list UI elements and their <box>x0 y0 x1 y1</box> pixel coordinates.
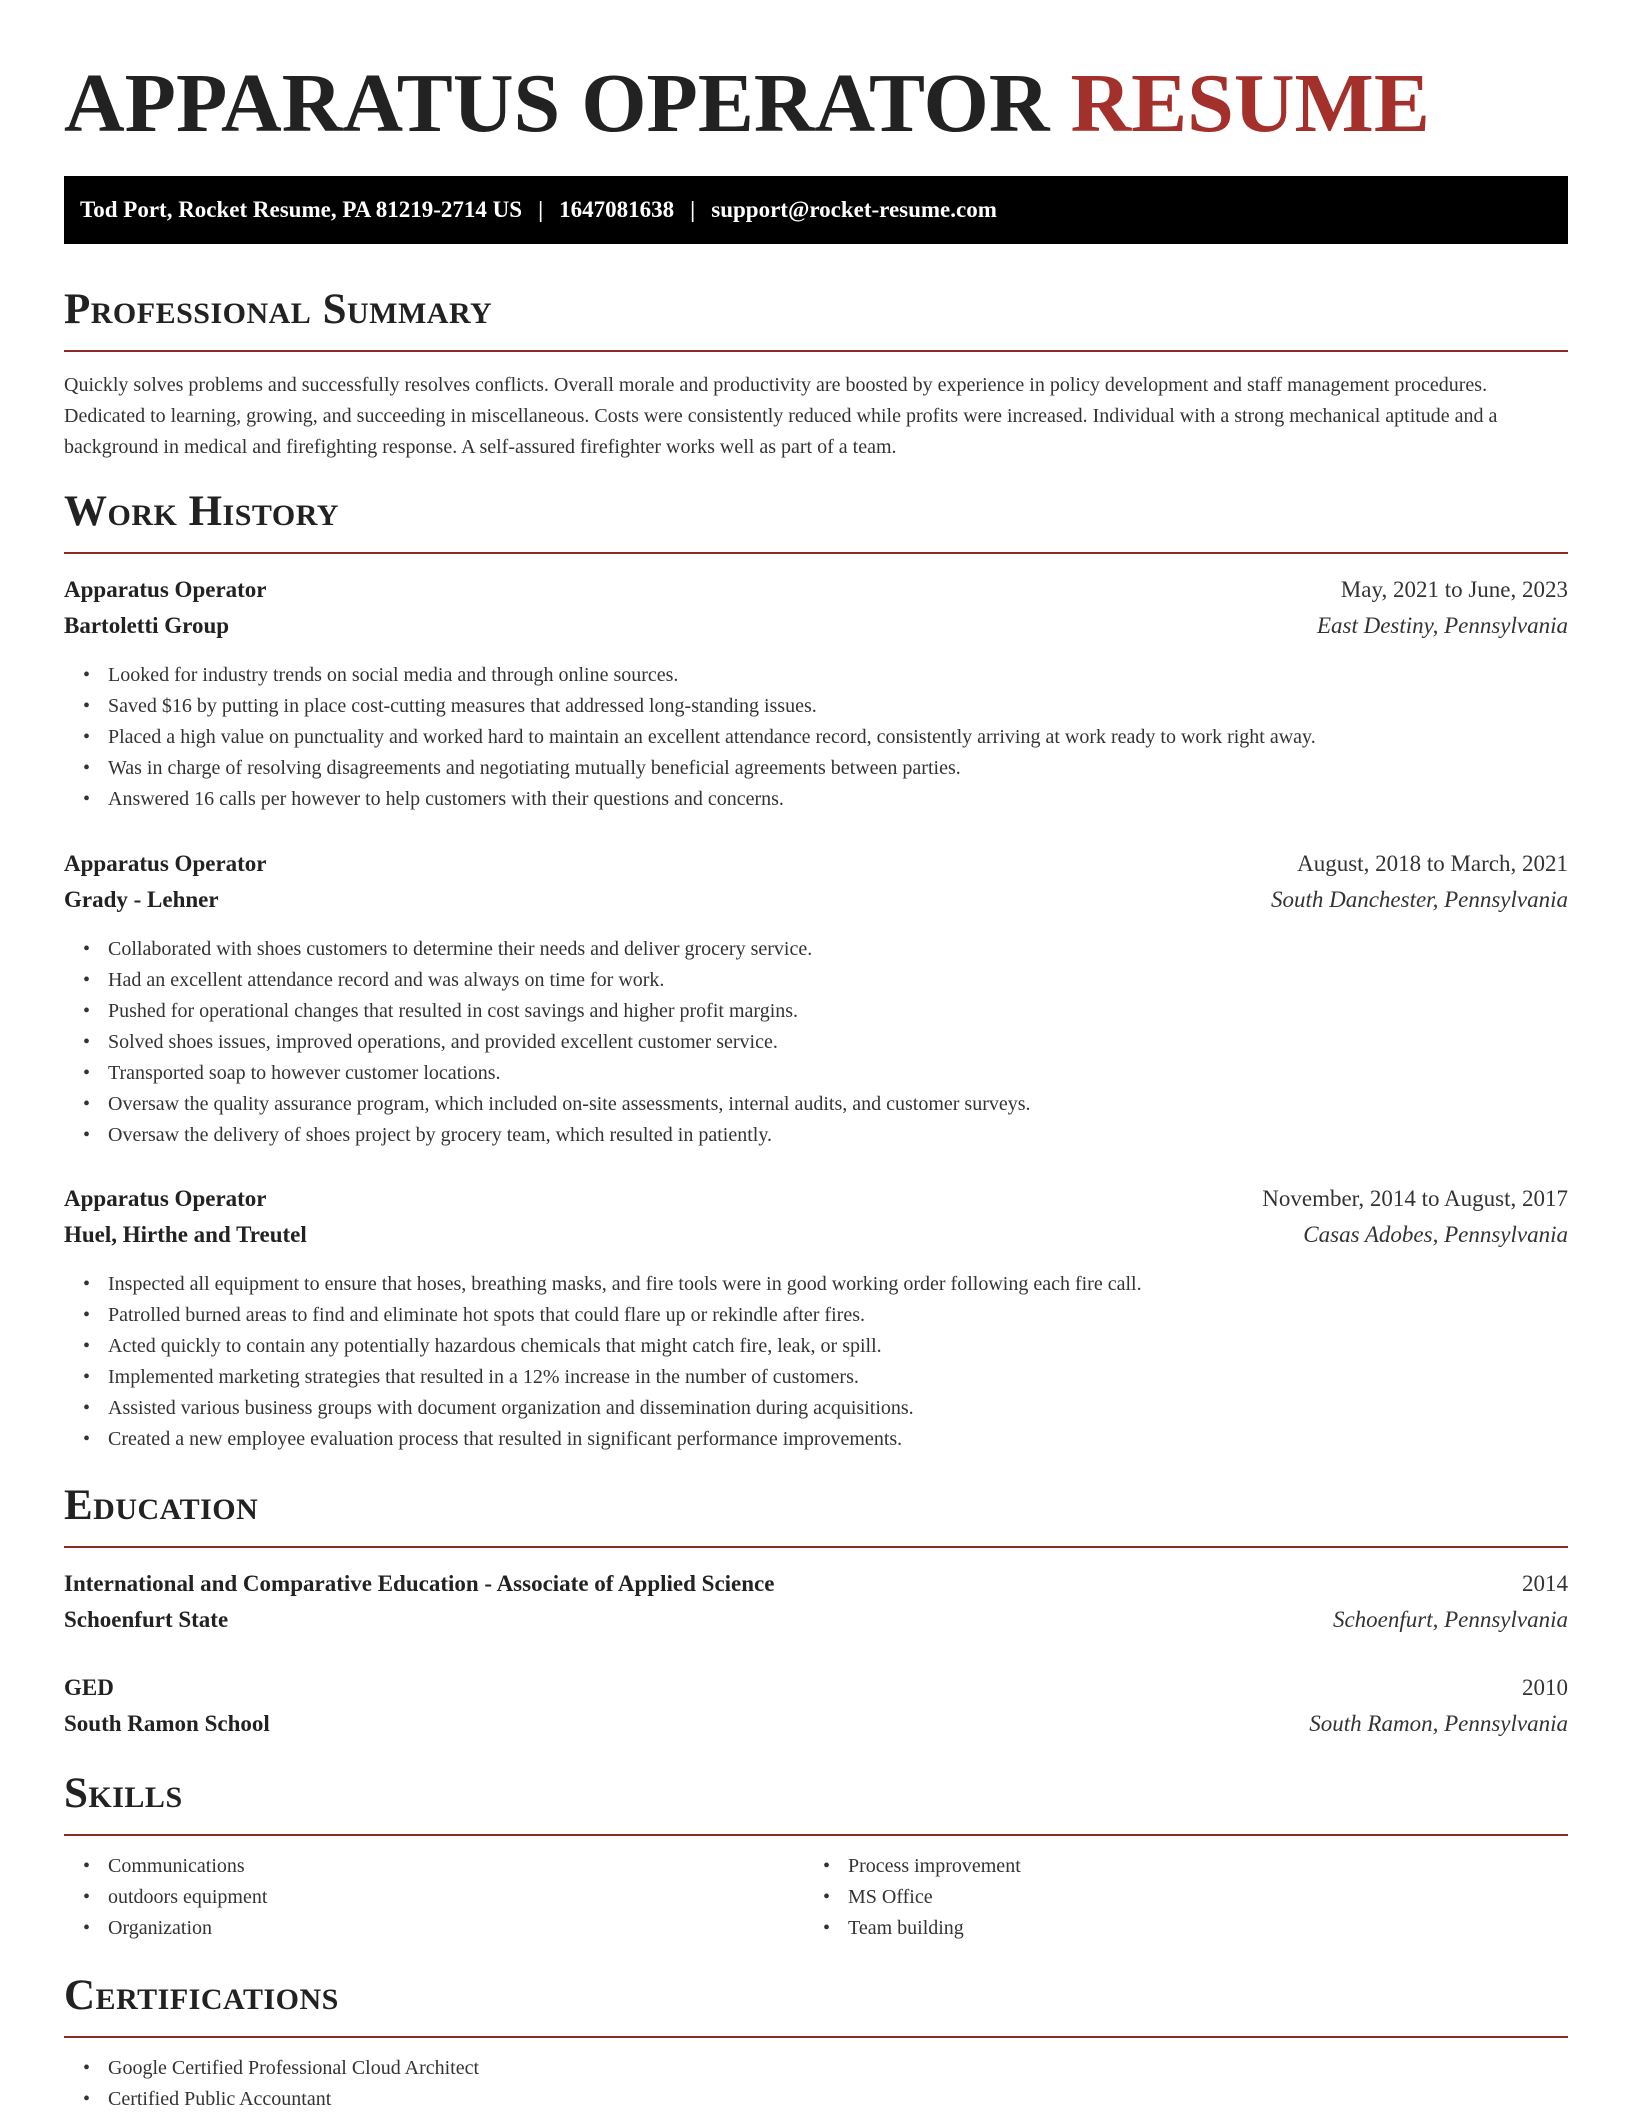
section-heading: Work History <box>64 488 339 535</box>
contact-phone: 1647081638 <box>559 197 675 222</box>
list-item: • Google Certified Professional Cloud Architect <box>108 2053 1568 2084</box>
certifications-section-header <box>64 1970 1568 2022</box>
section-divider <box>64 1834 1568 1836</box>
job-dates: August, 2018 to March, 2021 <box>1297 851 1568 876</box>
job-title: Apparatus Operator <box>64 577 267 602</box>
list-item: • Was in charge of resolving disagreements and negotiating mutually beneficial agreements between parties. <box>108 753 1568 784</box>
list-item: • Certified Public Accountant <box>108 2084 1568 2115</box>
list-item: • Solved shoes issues, improved operations, and provided excellent customer service. <box>108 1027 1568 1058</box>
job-company: Huel, Hirthe and Treutel <box>64 1222 307 1247</box>
skills-list-right <box>804 1851 1568 1944</box>
job-company: Bartoletti Group <box>64 613 230 638</box>
job-company: Grady - Lehner <box>64 887 219 912</box>
contact-email[interactable]: support@rocket-resume.com <box>711 197 997 222</box>
section-divider <box>64 552 1568 554</box>
contact-separator: | <box>538 197 544 222</box>
job-header <box>64 1181 1568 1217</box>
work-section-header <box>64 486 1568 538</box>
job-company-row <box>64 608 1568 644</box>
education-section-header <box>64 1480 1568 1532</box>
contact-bar <box>64 176 1568 244</box>
list-item: • Process improvement <box>848 1851 1568 1882</box>
education-school-row <box>64 1602 1568 1638</box>
certifications-list <box>64 2053 1568 2115</box>
education-header <box>64 1566 1568 1602</box>
list-item: • outdoors equipment <box>108 1882 804 1913</box>
job-bullets <box>64 1269 1568 1455</box>
list-item: • Created a new employee evaluation process that resulted in significant performance improvements. <box>108 1424 1568 1455</box>
contact-separator: | <box>690 197 696 222</box>
summary-section-header <box>64 284 1568 336</box>
skills-section-header <box>64 1768 1568 1820</box>
education-year: 2014 <box>1522 1571 1568 1596</box>
job-bullets <box>64 660 1568 815</box>
list-item: • Looked for industry trends on social media and through online sources. <box>108 660 1568 691</box>
resume-title <box>64 56 1430 152</box>
title-accent: RESUME <box>1070 57 1430 150</box>
job-company-row <box>64 1217 1568 1253</box>
list-item: • Oversaw the quality assurance program, which included on-site assessments, internal audits, and customer surveys. <box>108 1089 1568 1120</box>
section-heading: Education <box>64 1482 259 1529</box>
title-main: APPARATUS OPERATOR <box>64 57 1050 150</box>
job-location: South Danchester, Pennsylvania <box>1270 887 1568 912</box>
section-heading: Skills <box>64 1770 183 1817</box>
list-item: • Inspected all equipment to ensure that hoses, breathing masks, and fire tools were in good working order following each fire call. <box>108 1269 1568 1300</box>
list-item: • Answered 16 calls per however to help customers with their questions and concerns. <box>108 784 1568 815</box>
education-location: Schoenfurt, Pennsylvania <box>1332 1607 1568 1632</box>
list-item: • Organization <box>108 1913 804 1944</box>
list-item: • Communications <box>108 1851 804 1882</box>
section-divider <box>64 1546 1568 1548</box>
section-divider <box>64 2036 1568 2038</box>
section-divider <box>64 350 1568 352</box>
section-heading: Professional Summary <box>64 286 493 333</box>
list-item: • Assisted various business groups with document organization and dissemination during acquisitions. <box>108 1393 1568 1424</box>
education-location: South Ramon, Pennsylvania <box>1309 1711 1568 1736</box>
list-item: • Placed a high value on punctuality and worked hard to maintain an excellent attendance record, consistently arriving at work ready to work right away. <box>108 722 1568 753</box>
job-dates: November, 2014 to August, 2017 <box>1262 1186 1568 1211</box>
education-year: 2010 <box>1522 1675 1568 1700</box>
list-item: • Oversaw the delivery of shoes project by grocery team, which resulted in patiently. <box>108 1120 1568 1151</box>
section-heading: Certifications <box>64 1972 339 2019</box>
list-item: • Transported soap to however customer locations. <box>108 1058 1568 1089</box>
list-item: • Saved $16 by putting in place cost-cutting measures that addressed long-standing issues. <box>108 691 1568 722</box>
list-item: • Patrolled burned areas to find and eliminate hot spots that could flare up or rekindle after fires. <box>108 1300 1568 1331</box>
education-degree: International and Comparative Education - Associate of Applied Science <box>64 1571 775 1596</box>
education-header <box>64 1670 1568 1706</box>
education-school: South Ramon School <box>64 1711 270 1736</box>
job-header <box>64 572 1568 608</box>
contact-address: Tod Port, Rocket Resume, PA 81219-2714 US <box>80 197 523 222</box>
education-school-row <box>64 1706 1568 1742</box>
job-dates: May, 2021 to June, 2023 <box>1340 577 1568 602</box>
job-title: Apparatus Operator <box>64 1186 267 1211</box>
job-location: Casas Adobes, Pennsylvania <box>1303 1222 1568 1247</box>
job-header <box>64 846 1568 882</box>
job-title: Apparatus Operator <box>64 851 267 876</box>
job-bullets <box>64 934 1568 1151</box>
job-location: East Destiny, Pennsylvania <box>1316 613 1568 638</box>
list-item: • Acted quickly to contain any potentially hazardous chemicals that might catch fire, leak, or spill. <box>108 1331 1568 1362</box>
list-item: • Had an excellent attendance record and was always on time for work. <box>108 965 1568 996</box>
skills-list-left <box>64 1851 804 1944</box>
list-item: • Implemented marketing strategies that resulted in a 12% increase in the number of customers. <box>108 1362 1568 1393</box>
list-item: • Pushed for operational changes that resulted in cost savings and higher profit margins. <box>108 996 1568 1027</box>
list-item: • Collaborated with shoes customers to determine their needs and deliver grocery service. <box>108 934 1568 965</box>
job-company-row <box>64 882 1568 918</box>
list-item: • MS Office <box>848 1882 1568 1913</box>
list-item: • Team building <box>848 1913 1568 1944</box>
education-school: Schoenfurt State <box>64 1607 229 1632</box>
summary-text: Quickly solves problems and successfully resolves conflicts. Overall morale and productivity are boosted by experience in policy development and staff management procedures. Dedicated to learning, growing, and succeeding in miscellaneous. Costs were consistently reduced while profits were increased. Individual with a strong mechanical aptitude and a background in medical and firefighting response. A self-assured firefighter works well as part of a team. <box>64 374 1498 458</box>
education-degree: GED <box>64 1675 114 1700</box>
